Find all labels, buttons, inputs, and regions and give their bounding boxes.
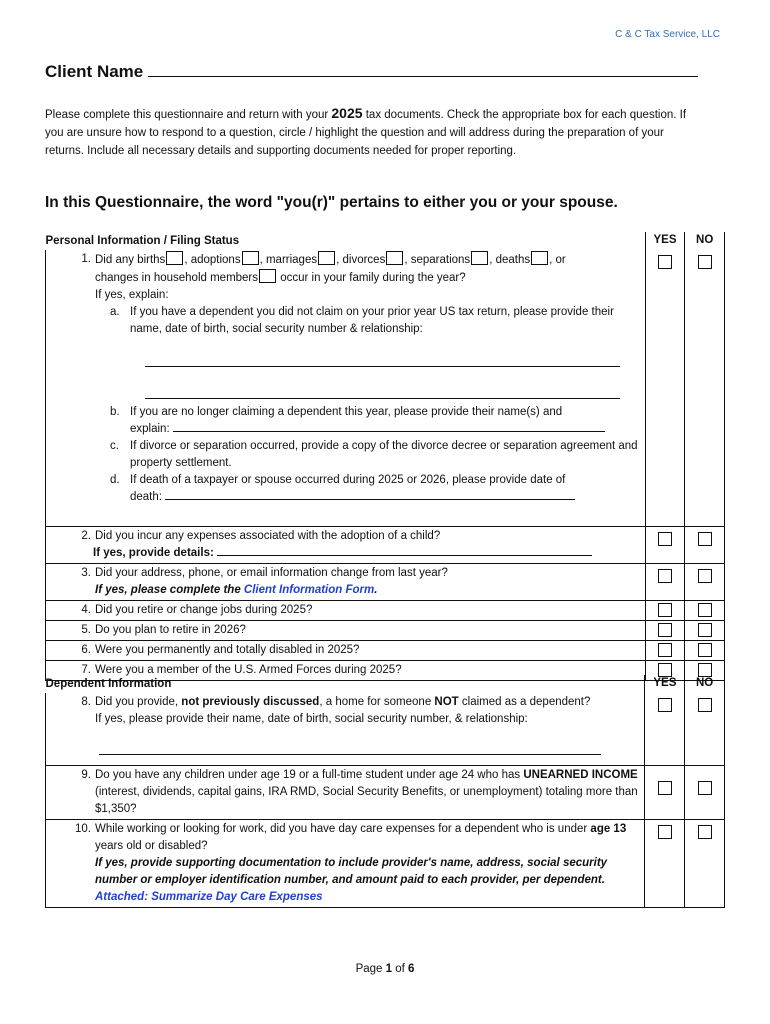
section-title-dependent: Dependent Information bbox=[45, 678, 172, 690]
client-name-line[interactable] bbox=[148, 63, 698, 77]
q8-no-checkbox[interactable] bbox=[698, 698, 712, 712]
q5-no-checkbox[interactable] bbox=[698, 623, 712, 637]
question-row-8: 8. Did you provide, not previously discussed, a home for someone NOT claimed as a dependent? If yes, please provide their name, date of birth, social security number, & relationship: bbox=[46, 693, 725, 765]
q5-yes-checkbox[interactable] bbox=[658, 623, 672, 637]
q1-yes-checkbox[interactable] bbox=[658, 255, 672, 269]
q6-no-checkbox[interactable] bbox=[698, 643, 712, 657]
q9-no-checkbox[interactable] bbox=[698, 781, 712, 795]
question-row-4: 4. Did you retire or change jobs during 2025? bbox=[46, 600, 725, 620]
q10-yes-checkbox[interactable] bbox=[658, 825, 672, 839]
no-header-2: NO bbox=[685, 675, 725, 693]
tax-year: 2025 bbox=[331, 105, 363, 121]
marriages-box[interactable] bbox=[318, 251, 335, 265]
question-row-3: 3. Did your address, phone, or email information change from last year? If yes, please complete the Client Information Form. bbox=[46, 563, 725, 600]
questionnaire-heading: In this Questionnaire, the word "you(r)" pertains to either you or your spouse. bbox=[45, 194, 618, 211]
no-header: NO bbox=[685, 232, 725, 250]
intro-paragraph: Please complete this questionnaire and return with your 2025 tax documents. Check the appropriate box for each question. If you are unsure how to respond to a question, circle / highlight the question and will address during the preparation of your returns. Include all necessary details and supporting documents needed for proper reporting. bbox=[45, 105, 687, 157]
personal-info-table bbox=[45, 232, 725, 681]
divorces-box[interactable] bbox=[386, 251, 403, 265]
question-row-9: 9. Do you have any children under age 19 or a full-time student under age 24 who has UNEARNED INCOME (interest, dividends, capital gains, IRA RMD, Social Security Benefits, or unemployment) totaling more than $1,350? bbox=[46, 765, 725, 819]
section-title-personal: Personal Information / Filing Status bbox=[45, 235, 240, 247]
household-changes-box[interactable] bbox=[259, 269, 276, 283]
separations-box[interactable] bbox=[471, 251, 488, 265]
day-care-expenses-link[interactable]: Attached: Summarize Day Care Expenses bbox=[95, 890, 323, 903]
q6-yes-checkbox[interactable] bbox=[658, 643, 672, 657]
question-row-6: 6. Were you permanently and totally disabled in 2025? bbox=[46, 640, 725, 660]
client-name-label: Client Name bbox=[45, 62, 144, 81]
adoption-details-line[interactable] bbox=[217, 545, 592, 556]
deaths-box[interactable] bbox=[531, 251, 548, 265]
q8-yes-checkbox[interactable] bbox=[658, 698, 672, 712]
question-row-5: 5. Do you plan to retire in 2026? bbox=[46, 620, 725, 640]
page-number: Page 1 of 6 bbox=[355, 963, 415, 975]
client-name-field[interactable] bbox=[45, 62, 698, 82]
no-longer-claiming-line[interactable] bbox=[173, 421, 605, 432]
dependent-info-table bbox=[45, 675, 725, 908]
q9-yes-checkbox[interactable] bbox=[658, 781, 672, 795]
question-row-10: 10. While working or looking for work, did you have day care expenses for a dependent who is under age 13 years old or disabled? If yes, provide supporting documentation to include provider's name, address, social security number or employer identification number, and amount paid to each provider, per dependent. Attached: Summarize Day Care Expenses bbox=[46, 819, 725, 907]
date-of-death-line[interactable] bbox=[165, 489, 575, 500]
q1-no-checkbox[interactable] bbox=[698, 255, 712, 269]
question-row-2: 2. Did you incur any expenses associated with the adoption of a child? If yes, provide details: bbox=[46, 526, 725, 563]
q10-no-checkbox[interactable] bbox=[698, 825, 712, 839]
firm-name: C & C Tax Service, LLC bbox=[615, 29, 720, 40]
yes-header: YES bbox=[645, 232, 685, 250]
q3-no-checkbox[interactable] bbox=[698, 569, 712, 583]
births-box[interactable] bbox=[166, 251, 183, 265]
q4-yes-checkbox[interactable] bbox=[658, 603, 672, 617]
q2-no-checkbox[interactable] bbox=[698, 532, 712, 546]
non-dependent-info-line[interactable] bbox=[99, 754, 601, 755]
q2-yes-checkbox[interactable] bbox=[658, 532, 672, 546]
q3-yes-checkbox[interactable] bbox=[658, 569, 672, 583]
client-info-form-link[interactable]: Client Information Form bbox=[243, 583, 375, 596]
question-row-7: 7. Were you a member of the U.S. Armed Forces during 2025? bbox=[46, 660, 725, 680]
yes-header-2: YES bbox=[645, 675, 685, 693]
adoptions-box[interactable] bbox=[242, 251, 259, 265]
question-row-1: 1. Did any births , adoptions , marriages , divorces , separations , deaths , or changes in household members occur in your family during the year? If yes, explain: a. If you have a dependent you did not claim on your prior year US tax return, please provide their name, date of birth, social security number & relationship: b. If you are no longer claiming a dependent this year, please provide their name(s) and explain: c. If divorce or separation occurred, provide a copy of the divorce decree or separation agreement and property settlement. d. If death of a taxpayer or spouse occurred during 2025 or 2026, please provide date of death: bbox=[46, 250, 725, 526]
q4-no-checkbox[interactable] bbox=[698, 603, 712, 617]
